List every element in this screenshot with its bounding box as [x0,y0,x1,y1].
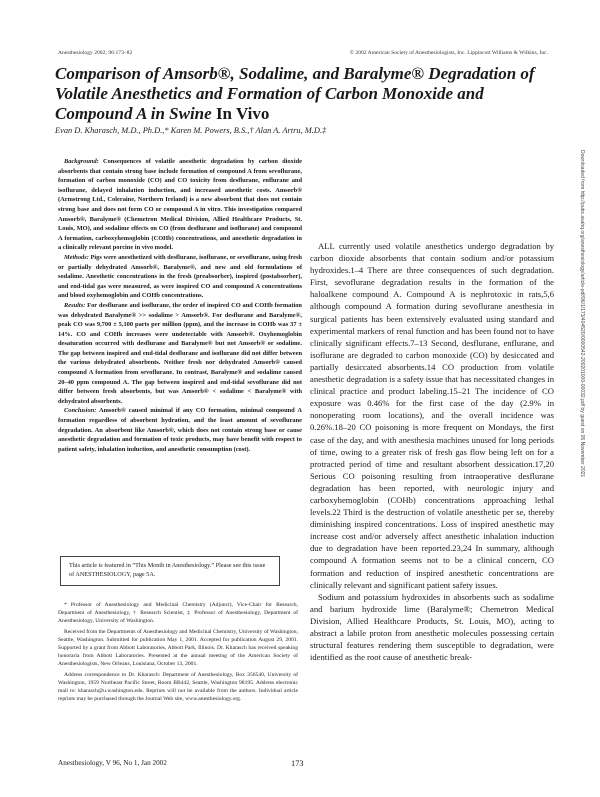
results-label: Results: [64,301,86,309]
footer-citation: Anesthesiology, V 96, No 1, Jan 2002 [58,759,167,767]
abstract-methods [58,253,302,301]
methods-label: Methods: [64,253,89,261]
abstract-background [58,157,302,253]
download-side-note [575,150,587,750]
copyright-line: © 2002 American Society of Anesthesiologists, Inc. Lippincott Williams & Wilkins, Inc. [349,50,548,56]
abstract-conclusion [58,406,302,454]
conclusion-label: Conclusion: [64,407,97,415]
background-text: Consequences of volatile anesthetic degradation by carbon dioxide absorbents that contain strong base include formation of compound A from sevoflurane, formation of carbon monoxide (CO) and CO toxicity from desflurane, enflurane and isoflurane, delayed inhalation induction, and increased anesthetic costs. Amsorb® (Armstrong Ltd., Coleraine, Northern Ireland) is a new absorbent that does not contain strong base and does not form CO or compound A in vitro. This investigation compared Amsorb®, Baralyme® (Chemetron Medical Division, Allied Healthcare Products, St. Louis, MO), and sodalime effects on CO (from desflurane and isoflurane) and compound A formation, carboxyhemoglobin (COHb) concentrations, and anesthetic degradation in a clinically relevant porcine in vivo model. [58,158,302,252]
title-main: Comparison of Amsorb®, Sodalime, and Baralyme® Degradation of Volatile Anesthetics and Formation of Carbon Monoxide and Compound A in Swine [55,64,535,123]
body-right-column [310,240,554,663]
article-title [55,64,555,124]
author-list: Evan D. Kharasch, M.D., Ph.D.,* Karen M. Powers, B.S.,† Alan A. Artru, M.D.‡ [55,126,327,135]
abstract-left-column [58,157,302,454]
results-text: For desflurane and isoflurane, the order of inspired CO and COHb formation was dehydrated Baralyme® >> sodalime > Amsorb®. For desflurane and Baralyme®, peak CO was 9,700 ± 5,100 parts per million (ppm), and the increase in COHb was 37 ± 14%. CO and COHb increases were undetectable with Amsorb®. Oxyhemoglobin desaturation occurred with desflurane and Baralyme® but not Amsorb® or sodalime. The gap between inspired and end-tidal desflurane and isoflurane did not differ between the various dehydrated absorbents. Neither fresh nor dehydrated Amsorb® caused compound A formation from sevoflurane. In contrast, Baralyme® and sodalime caused 20–40 ppm compound A. The gap between inspired and end-tidal sevoflurane did not differ between fresh absorbents, but was Amsorb® < sodalime < Baralyme® with dehydrated absorbents. [58,301,302,405]
page-number: 173 [291,759,304,768]
journal-reference: Anesthesiology 2002; 96:173–82 [58,50,133,56]
footnote-affiliations: * Professor of Anesthesiology and Medicinal Chemistry (Adjunct), Vice-Chair for Research, Department of Anesthesiology, † Research Scientist, ‡ Professor of Anesthesiology, Department of Anesthesiology, University of Washington. [58,602,298,624]
abstract-results [58,301,302,407]
body-paragraph-2: Sodium and potassium hydroxides in absorbents such as sodalime and barium hydroxide lime (Baralyme®; Chemetron Medical Division, Allied Healthcare Products, St. Louis, MO), acting to abstract a labile proton from anesthetic molecules possessing certain structural features rendering them susceptible to degradation, were identified as the root cause of anesthetic break- [310,591,554,663]
footnote-received: Received from the Departments of Anesthesiology and Medicinal Chemistry, University of Washington, Seattle, Washington. Submitted for publication May 1, 2001. Accepted for publication August 29, 2001. Supported by a grant from Abbott Laboratories, Abbott Park, Illinois. Dr. Kharasch has received speaking honoraria from Abbott Laboratories. Presented at the annual meeting of the American Society of Anesthesiologists, New Orleans, Louisiana, October 13, 2001. [58,629,298,667]
methods-text: Pigs were anesthetized with desflurane, isoflurane, or sevoflurane, using fresh or partially dehydrated Amsorb®, Baralyme®, and new and old formulations of sodalime. Anesthetic concentrations in the fresh (preabsorber), inspired (postabsorber), and end-tidal gas were measured, as were inspired CO and compound A concentrations and blood oxyhemoglobin and COHb concentrations. [58,253,302,300]
feature-box: This article is featured in “This Month in Anesthesiology.” Please see this issue of ANESTHESIOLOGY, page 5A. [60,556,280,586]
conclusion-text: Amsorb® caused minimal if any CO formation, minimal compound A formation regardless of absorbent hydration, and the least amount of sevoflurane degradation. An absorbent like Amsorb®, which does not contain strong base or cause anesthetic degradation and formation of toxic products, may have benefit with respect to patient safety, inhalation induction, and anesthetic consumption (cost). [58,407,302,453]
title-in-vivo: In Vivo [211,104,270,123]
body-paragraph-1: ALL currently used volatile anesthetics undergo degradation by carbon dioxide absorbents that contain sodium and/or potassium hydroxides.1–4 There are three consequences of such degradation. First, sevoflurane degradation results in the formation of the haloalkene compound A. Compound A is nephrotoxic in rats,5,6 although compound A formation during sevoflurane anesthesia in surgical patients has been extensively evaluated using standard and experimental markers of renal function and has been found not to have clinically significant effects.7–13 Second, desflurane, enflurane, and isoflurane are degraded to carbon monoxide (CO) by desiccated and partially desiccated absorbents.14 CO production from volatile anesthetic degradation is a safety issue that has necessitated changes in clinical practice and product labeling.15–21 The incidence of CO exposure was 0.46% for the first case of the day (2.9% in nonoperating room locations), and the overall incidence was 0.26%.18–20 CO poisoning is more frequent on Mondays, the first case of the day, and with anesthesia machines unused for long periods of time, owing to a greater risk of fresh gas flow being left on for a protracted period of time and resultant absorbent dessication.17,20 Serious CO poisoning resulting from intraoperative desflurane degradation has been reported, with neurologic injury and carboxyhemoglobin (COHb) concentrations approaching lethal levels.22 Third is the destruction of volatile anesthetic per se, thereby diminishing inspired concentrations. Loss of inspired anesthetic may increase cost and/or adversely affect anesthetic inhalation induction due to degradation have been reported.23,24 In summary, although compound A formation seems not to be a clinical concern, CO formation and reduction of inspired anesthetic concentrations are clinically relevant and significant patient safety issues. [310,241,554,590]
side-note-text: Downloaded from http://pubs.asahq.org/anesthesiology/article-pdf/96/1/173/404520/0000542-200201000-00032.pdf by guest on 05 November 2021 [579,150,585,478]
background-label: Background: [64,158,99,165]
footnote-correspondence: Address correspondence to Dr. Kharasch: Department of Anesthesiology, Box 356540, University of Washington, 1959 Northeast Pacific Street, Room BB442, Seattle, Washington 98195. Address electronic mail to: kharasch@u.washington.edu. Reprints will not be available from the authors. Individual article reprints may be purchased through the Journal Web site, www.anesthesiology.org. [58,672,298,702]
footnotes [58,602,298,708]
